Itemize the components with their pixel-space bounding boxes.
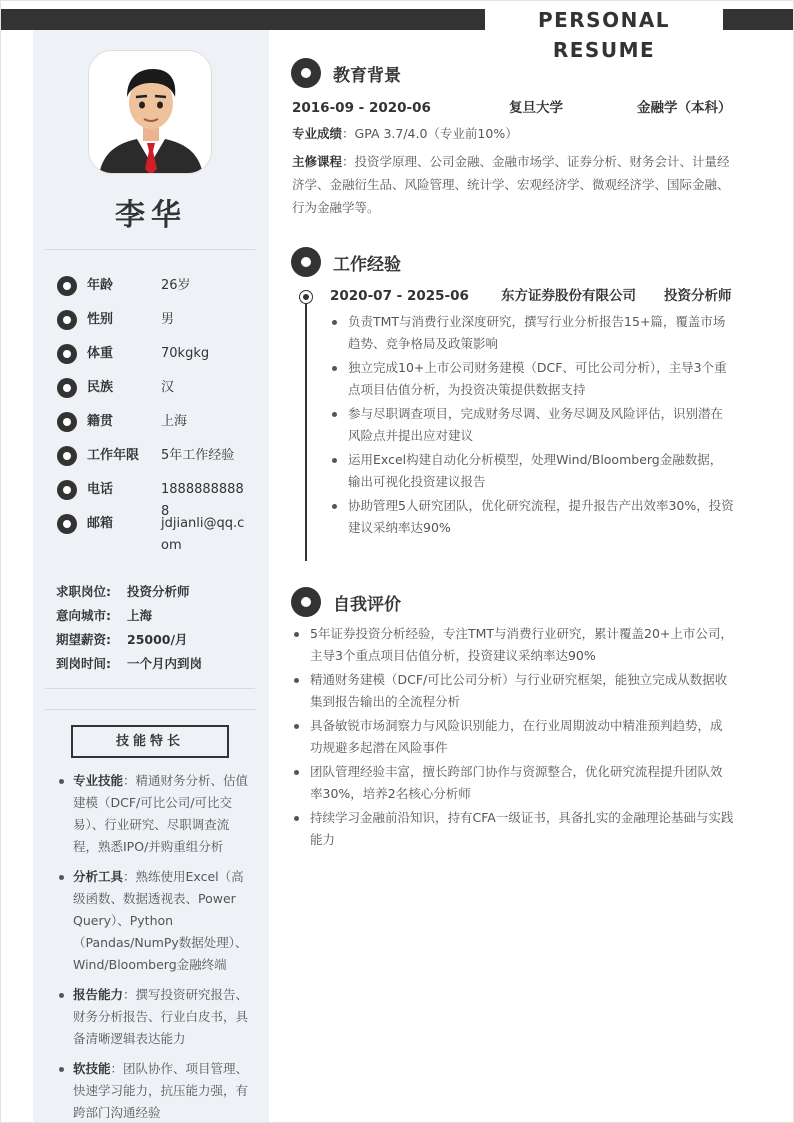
- job-target-city: [56, 604, 152, 628]
- info-value: 26岁: [161, 278, 191, 293]
- bullet-dot-icon: [57, 412, 77, 432]
- section-self-header: [291, 586, 401, 618]
- job-label: 期望薪资:: [56, 632, 111, 647]
- info-value: jdjianli@qq.com: [161, 516, 245, 553]
- work-period: 2020-07 - 2025-06: [330, 288, 469, 304]
- avatar-portrait-icon: [89, 51, 212, 174]
- resume-title: PERSONAL RESUME: [537, 8, 671, 62]
- info-email: [57, 513, 245, 553]
- education-courses: [292, 150, 734, 219]
- info-value: 5年工作经验: [161, 448, 235, 463]
- info-label: 体重: [87, 346, 114, 361]
- list-item: 协助管理5人研究团队，优化研究流程，提升报告产出效率30%，投资建议采纳率达90%: [330, 495, 734, 539]
- gpa-label: 专业成绩: [292, 126, 343, 141]
- info-label: 年龄: [87, 278, 114, 293]
- work-position: 投资分析师: [664, 288, 732, 304]
- skill-label: 专业技能: [73, 773, 124, 788]
- work-duties-list: [330, 311, 734, 541]
- info-label: 工作年限: [87, 448, 140, 463]
- info-label: 电话: [87, 482, 114, 497]
- info-value: 上海: [161, 414, 188, 429]
- divider: [45, 688, 255, 689]
- bullet-dot-icon: [57, 276, 77, 296]
- info-age: [57, 275, 245, 299]
- info-gender: [57, 309, 245, 333]
- list-item: 独立完成10+上市公司财务建模（DCF、可比公司分析），主导3个重点项目估值分析，为投资决策提供数据支持: [330, 357, 734, 401]
- header-bar-right: [723, 9, 794, 30]
- bullet-dot-icon: [57, 378, 77, 398]
- courses-label: 主修课程: [292, 154, 343, 169]
- job-value: 25000/月: [127, 632, 188, 647]
- bullet-dot-icon: [57, 446, 77, 466]
- info-label: 民族: [87, 380, 114, 395]
- info-hometown: [57, 411, 245, 435]
- bullet-dot-icon: [57, 480, 77, 500]
- section-dot-icon: [291, 58, 321, 88]
- education-gpa: [292, 122, 734, 145]
- skill-label: 软技能: [73, 1061, 111, 1076]
- bullet-dot-icon: [57, 344, 77, 364]
- work-company: 东方证券股份有限公司: [501, 288, 636, 304]
- sidebar: [33, 30, 269, 1123]
- divider: [45, 709, 255, 710]
- candidate-name: 李华: [115, 198, 187, 233]
- list-item: [55, 1058, 251, 1123]
- info-value: 汉: [161, 380, 175, 395]
- list-item: 5年证券投资分析经验，专注TMT与消费行业研究，累计覆盖20+上市公司，主导3个重点项目估值分析，投资建议采纳率达90%: [292, 623, 734, 667]
- info-weight: [57, 343, 245, 367]
- education-school: 复旦大学: [509, 100, 563, 116]
- info-label: 籍贯: [87, 414, 114, 429]
- work-summary: [330, 285, 734, 307]
- section-education-header: [291, 57, 401, 89]
- list-item: 团队管理经验丰富，擅长跨部门协作与资源整合，优化研究流程提升团队效率30%，培养2名核心分析师: [292, 761, 734, 805]
- skill-text: ：团队协作、项目管理、快速学习能力，抗压能力强，有跨部门沟通经验: [73, 1061, 249, 1120]
- list-item: [55, 770, 251, 858]
- info-value: 18888888888: [161, 482, 244, 519]
- skills-list: [55, 770, 251, 1123]
- job-label: 意向城市:: [56, 608, 111, 623]
- gpa-value: ：GPA 3.7/4.0（专业前10%）: [342, 126, 518, 141]
- section-title: 自我评价: [333, 594, 401, 615]
- education-period: 2016-09 - 2020-06: [292, 100, 431, 116]
- section-work-header: [291, 246, 401, 278]
- info-label: 性别: [87, 312, 114, 327]
- job-expected-salary: [56, 628, 188, 652]
- job-start-time: [56, 652, 202, 676]
- timeline-line: [305, 295, 307, 561]
- job-label: 到岗时间:: [56, 656, 111, 671]
- self-evaluation-list: [292, 623, 734, 853]
- job-value: 一个月内到岗: [127, 656, 203, 671]
- list-item: [55, 984, 251, 1050]
- job-target-position: [56, 580, 190, 604]
- skill-text: ：精通财务分析、估值建模（DCF/可比公司/可比交易）、行业研究、尽职调查流程，熟悉IPO/并购重组分析: [73, 773, 249, 854]
- info-value: 男: [161, 312, 175, 327]
- skills-title: 技能特长: [71, 725, 229, 758]
- section-dot-icon: [291, 247, 321, 277]
- skill-text: ：熟练使用Excel（高级函数、数据透视表、Power Query）、Python（Pandas/NumPy数据处理）、Wind/Bloomberg金融终端: [73, 869, 248, 972]
- divider: [45, 249, 255, 250]
- bullet-dot-icon: [57, 310, 77, 330]
- list-item: 负责TMT与消费行业深度研究，撰写行业分析报告15+篇，覆盖市场趋势、竞争格局及政策影响: [330, 311, 734, 355]
- info-phone: [57, 479, 245, 519]
- info-ethnicity: [57, 377, 245, 401]
- job-value: 投资分析师: [127, 584, 190, 599]
- header-bar-left: [1, 9, 485, 30]
- section-title: 工作经验: [333, 254, 401, 275]
- list-item: 运用Excel构建自动化分析模型，处理Wind/Bloomberg金融数据，输出可视化投资建议报告: [330, 449, 734, 493]
- skill-label: 报告能力: [73, 987, 124, 1002]
- list-item: 参与尽职调查项目，完成财务尽调、业务尽调及风险评估，识别潜在风险点并提出应对建议: [330, 403, 734, 447]
- job-label: 求职岗位:: [56, 584, 111, 599]
- list-item: 具备敏锐市场洞察力与风险识别能力，在行业周期波动中精准预判趋势，成功规避多起潜在风险事件: [292, 715, 734, 759]
- list-item: 精通财务建模（DCF/可比公司分析）与行业研究框架，能独立完成从数据收集到报告输出的全流程分析: [292, 669, 734, 713]
- courses-value: ：投资学原理、公司金融、金融市场学、证券分析、财务会计、计量经济学、金融衍生品、风险管理、统计学、宏观经济学、微观经济学、国际金融、行为金融学等。: [292, 154, 730, 215]
- list-item: [55, 866, 251, 976]
- info-value: 70kgkg: [161, 346, 210, 361]
- education-summary: [292, 97, 734, 119]
- info-label: 邮箱: [87, 516, 114, 531]
- skill-label: 分析工具: [73, 869, 124, 884]
- avatar: [88, 50, 212, 174]
- timeline-dot-icon: [300, 291, 312, 303]
- bullet-dot-icon: [57, 514, 77, 534]
- education-major: 金融学（本科）: [637, 100, 732, 116]
- section-dot-icon: [291, 587, 321, 617]
- skill-text: ：撰写投资研究报告、财务分析报告、行业白皮书，具备清晰逻辑表达能力: [73, 987, 249, 1046]
- list-item: 持续学习金融前沿知识，持有CFA一级证书，具备扎实的金融理论基础与实践能力: [292, 807, 734, 851]
- section-title: 教育背景: [333, 65, 401, 86]
- job-value: 上海: [127, 608, 153, 623]
- info-experience-years: [57, 445, 245, 469]
